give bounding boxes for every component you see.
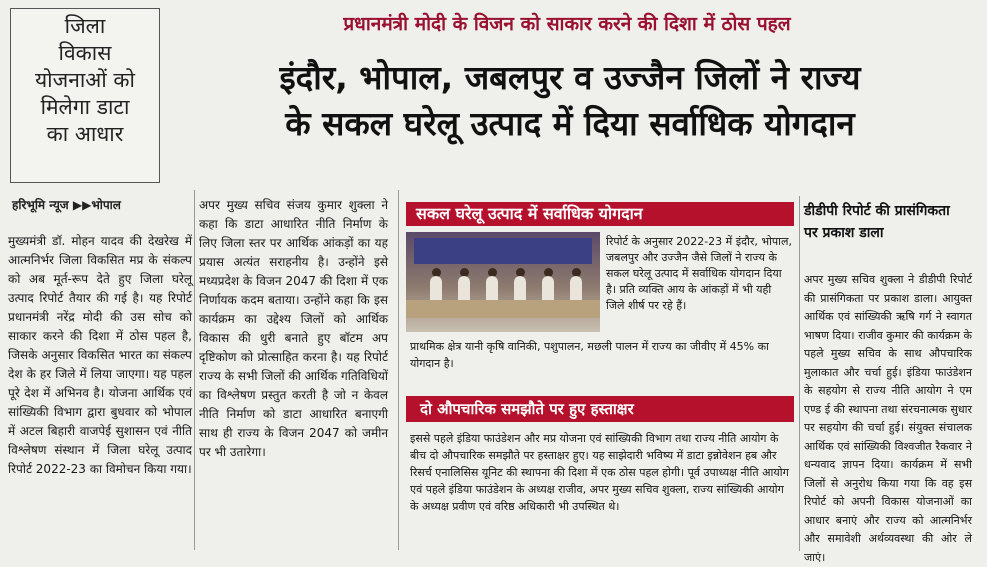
primary-sector-text: प्राथमिक क्षेत्र यानी कृषि वानिकी, पशुपालन, मछली पालन में राज्य का जीवीए में 45% का योगदान है। [410,340,769,370]
section-heading-agreements: दो औपचारिक समझौते पर हुए हस्ताक्षर [406,396,794,422]
side-headline-line: का आधार [46,122,124,146]
right-column-text: अपर मुख्य सचिव शुक्ला ने डीडीपी रिपोर्ट की प्रासंगिकता पर प्रकाश डाला। आयुक्त आर्थिक एवं सांख्यिकी ऋषि गर्ग ने स्वागत भाषण दिया। राजीव कुमार की कार्यक्रम के पहले मुख्य सचिव के साथ औपचारिक मुलाकात और चर्चा हुई। इंडिया फाउंडेशन के सहयोग से राज्य नीति आयोग ने एम एण्ड ई की स्थापना तथा संरचनात्मक सुधार पर सहयोग की चर्चा हुई। संयुक्त संचालक आर्थिक एवं सांख्यिकी विश्वजीत रैकवार ने धन्यवाद ज्ञापन दिया। कार्यक्रम में सभी जिलों से अनुरोध किया गया कि वह इस रिपोर्ट को अपनी विकास योजनाओं का आधार बनाएं और राज्य को आत्मनिर्भर और समावेशी अर्थव्यवस्था की ओर ले जाएं। [804,273,972,564]
column-divider [194,190,195,550]
side-headline-line: योजनाओं को [35,68,135,92]
photo-person [430,276,442,302]
right-subheading: डीडीपी रिपोर्ट की प्रासंगिकता पर प्रकाश डाला [804,203,950,241]
column-divider [398,190,399,550]
article-column-2: अपर मुख्य सचिव संजय कुमार शुक्ला ने कहा कि डाटा आधारित नीति निर्माण के लिए जिला स्तर पर आर्थिक आंकड़ों का यह प्रयास अत्यंत सराहनीय है। उन्होंने इसे मध्यप्रदेश के विजन 2047 की दिशा में एक निर्णायक कदम बताया। उन्होंने कहा कि इस कार्यक्रम का उद्देश्य जिलों को आर्थिक विकास की धुरी बनाते हुए बॉटम अप दृष्टिकोण को प्रोत्साहित करना है। यह रिपोर्ट राज्य के सभी जिलों की आर्थिक गतिविधियों का विश्लेषण प्रस्तुत करती है जो न केवल नीति निर्माण को डाटा आधारित बनाएगी साथ ही राज्य के विजन 2047 को जमीन पर भी उतारेगा। [199,198,388,459]
side-headline-line: जिला [64,14,106,38]
byline: हरिभूमि न्यूज ▶▶भोपाल [12,198,121,212]
photo-person [514,276,526,302]
article-column-1: मुख्यमंत्री डॉ. मोहन यादव की देखरेख में आत्मनिर्भर जिला विकसित मप्र के संकल्प को अब मूर्त-रूप देते हुए जिला घरेलू उत्पाद रिपोर्ट तैयार की गई है। यह रिपोर्ट प्रधानमंत्री नरेंद्र मोदी की उस सोच को साकार करने की दिशा में ठोस पहल है, जिसके अनुसार विकसित भारत का संकल्प देश के हर जिले में लिया जाएगा। यह पहल पूरे देश में अभिनव है। योजना आर्थिक एवं सांख्यिकी विभाग द्वारा बुधवार को भोपाल में अटल बिहारी वाजपेई सुशासन एवं नीति विश्लेषण संस्थान में जिला घरेलू उत्पाद रिपोर्ट 2022-23 का विमोचन किया गया। [8,234,192,476]
photo-person [542,276,554,302]
photo-person [458,276,470,302]
photo-person [570,276,582,302]
main-headline [165,55,975,147]
side-headline-box [10,8,160,183]
headline-line-2: के सकल घरेलू उत्पाद में दिया सर्वाधिक योगदान [285,104,855,143]
headline-line-1: इंदौर, भोपाल, जबलपुर व उज्जैन जिलों ने राज्य [279,58,861,97]
side-headline-line: मिलेगा डाटा [40,95,130,119]
agreements-text: इससे पहले इंडिया फाउंडेशन और मप्र योजना एवं सांख्यिकी विभाग तथा राज्य नीति आयोग के बीच दो औपचारिक समझौते पर हस्ताक्षर हुए। यह साझेदारी भविष्य में डाटा इन्नोवेशन हब और रिसर्च एनालिसिस यूनिट की स्थापना की दिशा में एक ठोस पहल होगी। पूर्व उपाध्यक्ष नीति आयोग एवं पहले इंडिया फाउंडेशन के अध्यक्ष राजीव, अपर मुख्य सचिव शुक्ला, राज्य सांख्यिकी आयोग के अध्यक्ष प्रवीण एवं वरिष्ठ अधिकारी भी उपस्थित थे। [410,432,789,513]
kicker-headline: प्रधानमंत्री मोदी के विजन को साकार करने की दिशा में ठोस पहल [343,13,791,35]
side-headline-line: विकास [58,41,112,65]
section-heading-gdp: सकल घरेलू उत्पाद में सर्वाधिक योगदान [406,202,794,226]
photo-dais-table [406,300,600,318]
photo-side-text: रिपोर्ट के अनुसार 2022-23 में इंदौर, भोपाल, जबलपुर और उज्जैन जैसे जिलों ने राज्य के सकल घरेलू उत्पाद में सर्वाधिक योगदान दिया है। प्रति व्यक्ति आय के आंकड़ों में भी यही जिले शीर्ष पर रहे हैं। [606,235,792,312]
column-divider [799,196,800,551]
photo-stage-banner [414,238,592,264]
photo-person [486,276,498,302]
event-photo [406,232,600,332]
